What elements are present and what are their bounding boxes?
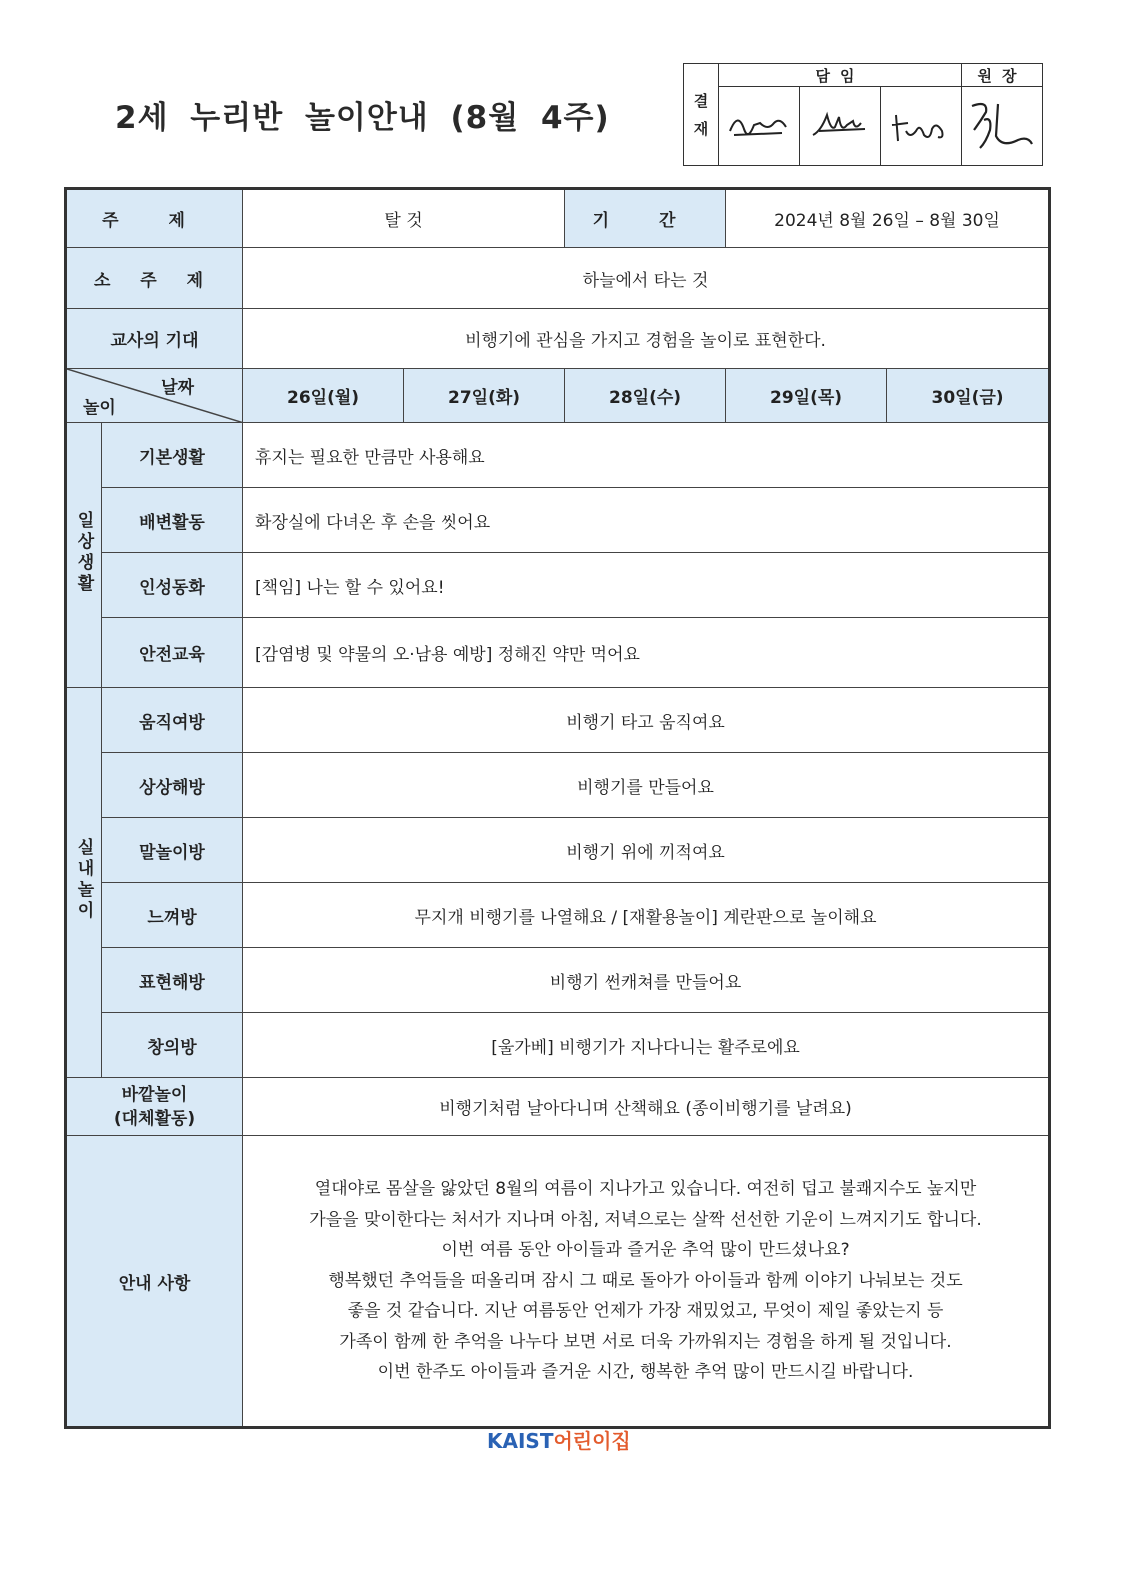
homeroom-header: 담임: [719, 64, 962, 87]
subtheme-label: 소 주 제: [66, 248, 243, 309]
daily-row-label: 안전교육: [102, 618, 243, 688]
outdoor-label: 바깥놀이 (대체활동): [66, 1078, 243, 1136]
daily-row-value: [책임] 나는 할 수 있어요!: [243, 553, 1050, 618]
signature-3: [881, 87, 962, 166]
expectation-label: 교사의 기대: [66, 309, 243, 369]
daily-row-value: 휴지는 필요한 만큼만 사용해요: [243, 423, 1050, 488]
indoor-row-label: 움직여방: [102, 688, 243, 753]
period-label: 기 간: [565, 189, 726, 248]
kaist-daycare-logo: KAIST어린이집: [487, 1429, 631, 1453]
daily-row-value: 화장실에 다녀온 후 손을 씻어요: [243, 488, 1050, 553]
indoor-row-value: 비행기 위에 끼적여요: [243, 818, 1050, 883]
period-value: 2024년 8월 26일 – 8월 30일: [726, 189, 1050, 248]
page-title: 2세 누리반 놀이안내 (8월 4주): [115, 100, 610, 136]
subtheme-value: 하늘에서 타는 것: [243, 248, 1050, 309]
indoor-row-value: 무지개 비행기를 나열해요 / [재활용놀이] 계란판으로 놀이해요: [243, 883, 1050, 948]
daily-row-label: 인성동화: [102, 553, 243, 618]
outdoor-value: 비행기처럼 날아다니며 산책해요 (종이비행기를 날려요): [243, 1078, 1050, 1136]
approval-box: [683, 63, 1043, 166]
indoor-row-label: 표현해방: [102, 948, 243, 1013]
approval-label: 결 재: [684, 64, 719, 166]
indoor-row-label: 창의방: [102, 1013, 243, 1078]
daily-row-label: 배변활동: [102, 488, 243, 553]
daily-life-group: 일상생활: [66, 423, 102, 688]
notice-line: 행복했던 추억들을 떠올리며 잠시 그 때로 돌아가 아이들과 함께 이야기 나눠보는 것도: [328, 1270, 963, 1291]
play-corner-label: 놀이: [83, 398, 116, 418]
day-header: 26일(월): [243, 369, 404, 423]
indoor-row-value: 비행기를 만들어요: [243, 753, 1050, 818]
indoor-play-group: 실내놀이: [66, 688, 102, 1078]
indoor-row-value: [울가베] 비행기가 지나다니는 활주로에요: [243, 1013, 1050, 1078]
notice-line: 열대야로 몸살을 앓았던 8월의 여름이 지나가고 있습니다. 여전히 덥고 불쾌지수도 높지만: [314, 1179, 977, 1200]
indoor-row-label: 느껴방: [102, 883, 243, 948]
date-corner-label: 날짜: [161, 378, 195, 398]
indoor-row-label: 상상해방: [102, 753, 243, 818]
notice-line: 가을을 맞이한다는 처서가 지나며 아침, 저녁으로는 살짝 선선한 기운이 느껴지기도 합니다.: [309, 1209, 982, 1230]
director-header: 원장: [962, 64, 1043, 87]
notice-line: 가족이 함께 한 추억을 나누다 보면 서로 더욱 가까워지는 경험을 하게 될 것입니다.: [339, 1331, 952, 1352]
notice-line: 이번 여름 동안 아이들과 즐거운 추억 많이 만드셨나요?: [441, 1240, 850, 1261]
theme-value: 탈 것: [243, 189, 565, 248]
day-header: 30일(금): [887, 369, 1050, 423]
theme-label: 주 제: [66, 189, 243, 248]
plan-table: [64, 187, 1051, 1429]
day-header: 29일(목): [726, 369, 887, 423]
indoor-row-label: 말놀이방: [102, 818, 243, 883]
signature-4: [962, 87, 1043, 166]
indoor-row-value: 비행기 타고 움직여요: [243, 688, 1050, 753]
signature-1: [719, 87, 800, 166]
day-play-corner: [66, 369, 243, 423]
notice-line: 이번 한주도 아이들과 즐거운 시간, 행복한 추억 많이 만드시길 바랍니다.: [377, 1362, 914, 1383]
expectation-value: 비행기에 관심을 가지고 경험을 놀이로 표현한다.: [243, 309, 1050, 369]
notice-line: 좋을 것 같습니다. 지난 여름동안 언제가 가장 재밌었고, 무엇이 제일 좋았는지 등: [347, 1301, 944, 1322]
daily-row-label: 기본생활: [102, 423, 243, 488]
daily-row-value: [감염병 및 약물의 오·남용 예방] 정해진 약만 먹어요: [243, 618, 1050, 688]
signature-2: [800, 87, 881, 166]
notice-body: [243, 1136, 1050, 1428]
notice-label: 안내 사항: [66, 1136, 243, 1428]
day-header: 27일(화): [404, 369, 565, 423]
indoor-row-value: 비행기 썬캐쳐를 만들어요: [243, 948, 1050, 1013]
day-header: 28일(수): [565, 369, 726, 423]
